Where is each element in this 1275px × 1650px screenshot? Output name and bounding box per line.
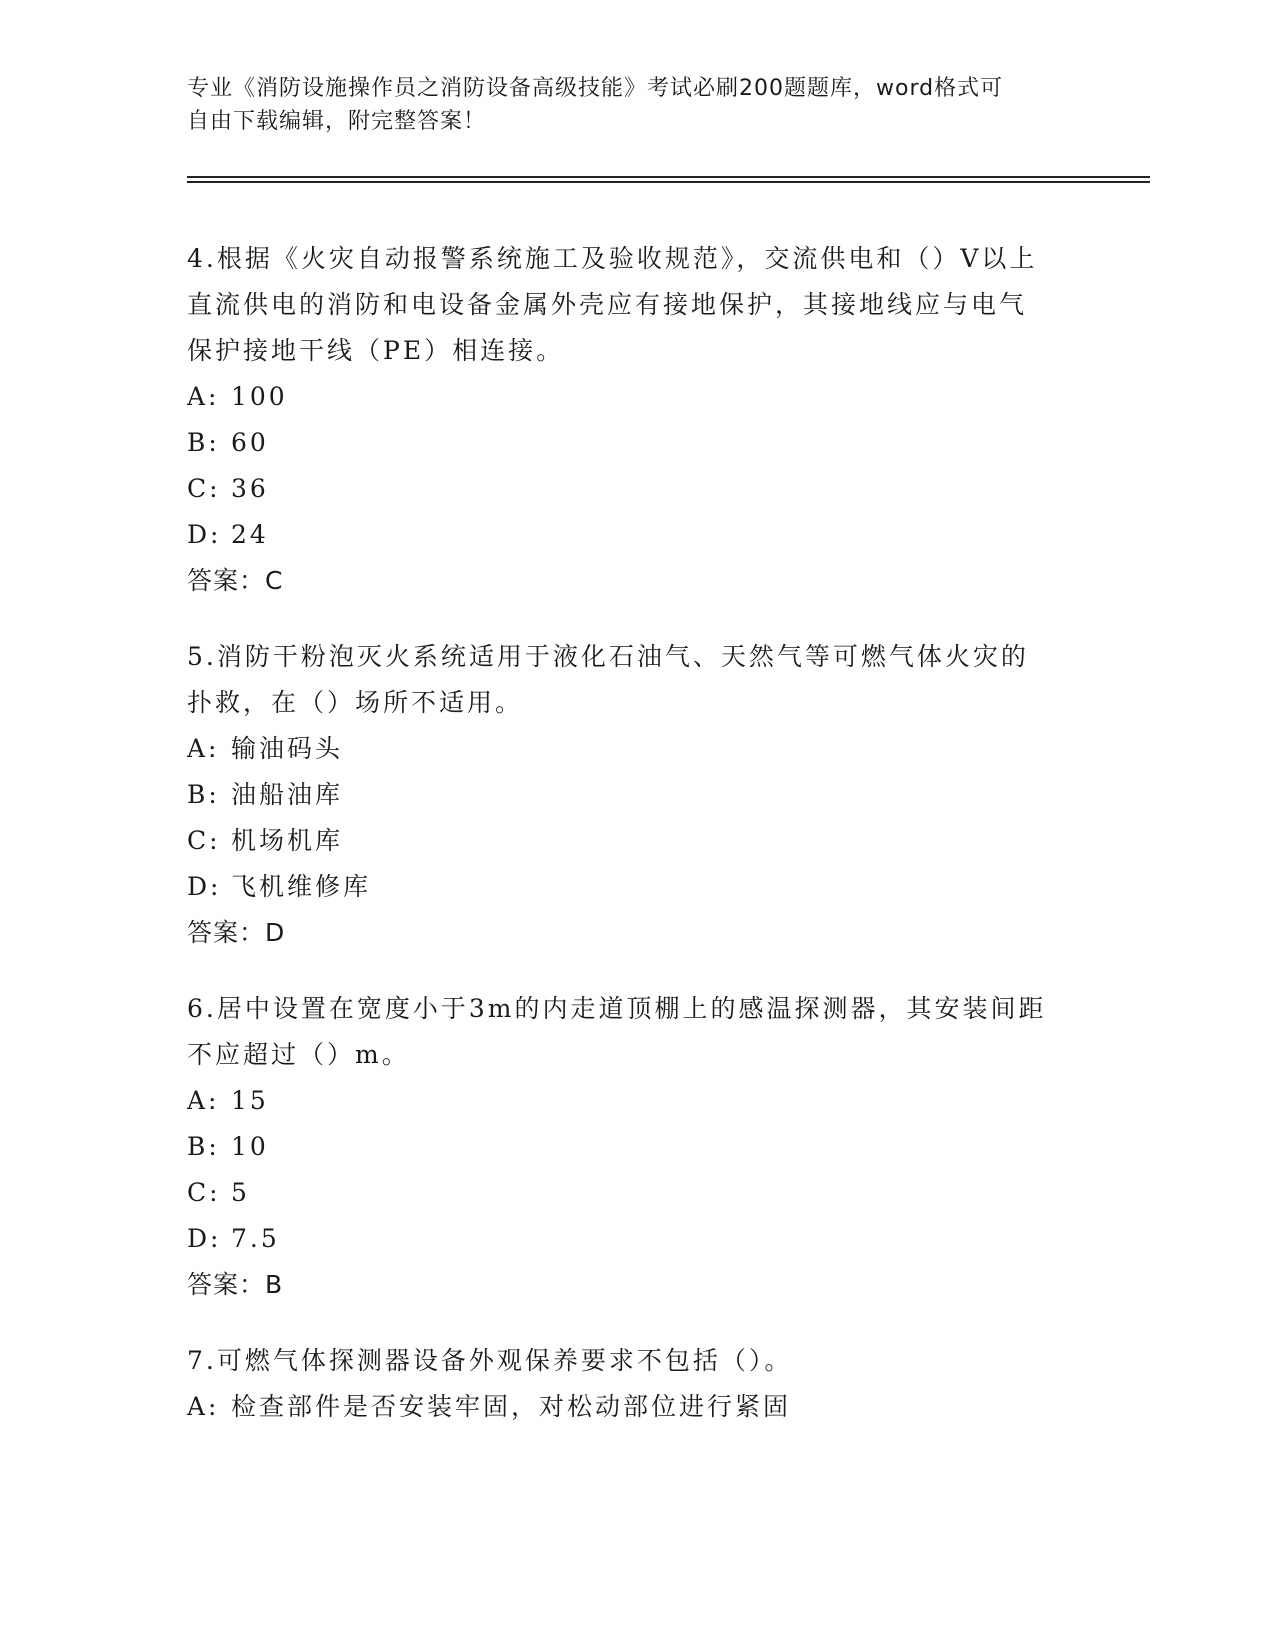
header-divider-top bbox=[187, 176, 1150, 178]
option-a bbox=[187, 374, 1087, 420]
option-label: D: bbox=[187, 520, 222, 549]
option-text: 检查部件是否安装牢固，对松动部位进行紧固 bbox=[231, 1392, 792, 1421]
question-text-line: 6.居中设置在宽度小于3m的内走道顶棚上的感温探测器，其安装间距 bbox=[187, 994, 1047, 1023]
option-text: 60 bbox=[231, 428, 269, 457]
option-label: C: bbox=[187, 1178, 221, 1207]
option-label: C: bbox=[187, 826, 221, 855]
option-b bbox=[187, 772, 1087, 818]
header-divider-bottom bbox=[187, 181, 1150, 183]
option-text: 24 bbox=[231, 520, 269, 549]
option-text: 机场机库 bbox=[231, 826, 344, 855]
question-text-line: 7.可燃气体探测器设备外观保养要求不包括（）。 bbox=[187, 1346, 793, 1375]
question-4 bbox=[187, 236, 1087, 604]
question-text-line: 5.消防干粉泡灭火系统适用于液化石油气、天然气等可燃气体火灾的 bbox=[187, 642, 1029, 671]
option-text: 15 bbox=[231, 1086, 269, 1115]
question-5 bbox=[187, 634, 1087, 956]
option-label: A: bbox=[187, 1392, 220, 1421]
option-a bbox=[187, 1384, 1087, 1430]
option-label: B: bbox=[187, 780, 220, 809]
question-text-line: 直流供电的消防和电设备金属外壳应有接地保护，其接地线应与电气 bbox=[187, 290, 1028, 319]
option-a bbox=[187, 726, 1087, 772]
option-text: 10 bbox=[231, 1132, 269, 1161]
option-d bbox=[187, 512, 1087, 558]
document-header bbox=[187, 72, 1067, 138]
question-text-line: 扑救，在（）场所不适用。 bbox=[187, 688, 524, 717]
header-line-2: 自由下载编辑，附完整答案！ bbox=[187, 109, 487, 134]
option-text: 7.5 bbox=[231, 1224, 280, 1253]
option-text: 飞机维修库 bbox=[231, 872, 372, 901]
option-label: B: bbox=[187, 428, 220, 457]
option-text: 输油码头 bbox=[231, 734, 344, 763]
answer: 答案：D bbox=[187, 918, 286, 947]
option-label: D: bbox=[187, 1224, 222, 1253]
option-label: A: bbox=[187, 734, 220, 763]
answer: 答案：B bbox=[187, 1270, 284, 1299]
option-c bbox=[187, 818, 1087, 864]
option-d bbox=[187, 864, 1087, 910]
option-b bbox=[187, 1124, 1087, 1170]
question-list bbox=[187, 236, 1087, 1460]
header-line-1: 专业《消防设施操作员之消防设备高级技能》考试必刷200题题库，word格式可 bbox=[187, 76, 1004, 101]
question-text-line: 保护接地干线（PE）相连接。 bbox=[187, 336, 565, 365]
option-text: 油船油库 bbox=[231, 780, 344, 809]
option-text: 5 bbox=[231, 1178, 250, 1207]
option-label: A: bbox=[187, 382, 220, 411]
question-7 bbox=[187, 1338, 1087, 1430]
option-text: 36 bbox=[231, 474, 269, 503]
option-c bbox=[187, 1170, 1087, 1216]
option-label: D: bbox=[187, 872, 222, 901]
question-text-line: 不应超过（）m。 bbox=[187, 1040, 410, 1069]
option-text: 100 bbox=[231, 382, 288, 411]
option-label: C: bbox=[187, 474, 221, 503]
option-b bbox=[187, 420, 1087, 466]
option-c bbox=[187, 466, 1087, 512]
question-text-line: 4.根据《火灾自动报警系统施工及验收规范》，交流供电和（）V以上 bbox=[187, 244, 1038, 273]
option-a bbox=[187, 1078, 1087, 1124]
option-label: B: bbox=[187, 1132, 220, 1161]
option-d bbox=[187, 1216, 1087, 1262]
question-6 bbox=[187, 986, 1087, 1308]
option-label: A: bbox=[187, 1086, 220, 1115]
answer: 答案：C bbox=[187, 566, 284, 595]
